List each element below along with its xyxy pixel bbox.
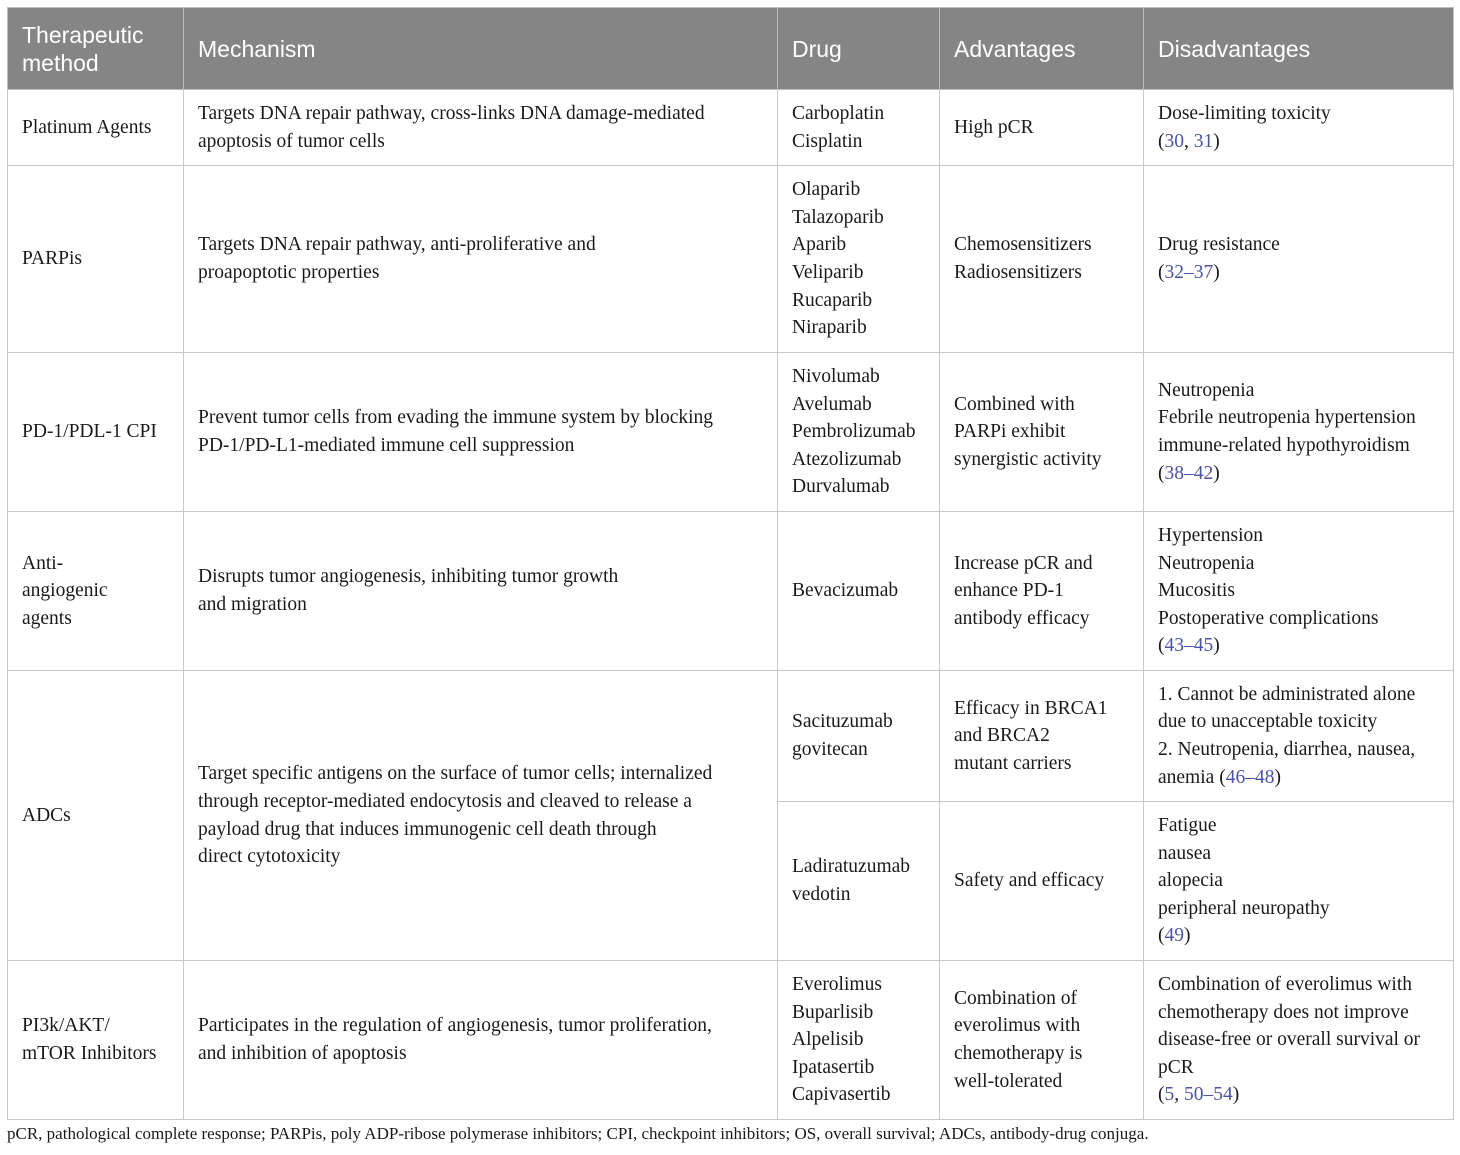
disadvantage-line: 2. Neutropenia, diarrhea, nausea, [1158,739,1416,760]
disadvantage-line: Combination of everolimus with [1158,974,1413,996]
disadvantage-text: anemia [1158,766,1220,788]
cell-disadvantages [1144,90,1454,166]
advantage-line: synergistic activity [954,448,1102,470]
cell-method [8,512,184,671]
reference-link[interactable]: 43–45 [1164,635,1214,657]
disadvantage-line: Neutropenia [1158,379,1255,401]
mechanism-line: Prevent tumor cells from evading the immune system by blocking [198,407,714,429]
cell-disadvantages [1144,671,1454,802]
citation [1158,764,1439,792]
advantage-line: enhance PD-1 [954,580,1064,602]
drug-name: Alpelisib [792,1029,864,1051]
cell-mechanism [184,353,778,512]
method-text: angiogenic [22,580,108,602]
drug-name: Avelumab [792,393,872,415]
mechanism-line: through receptor-mediated endocytosis and cleaved to release a [198,790,692,812]
header-drug: Drug [778,8,940,90]
cell-advantages [940,961,1144,1120]
citation [1158,128,1439,156]
mechanism-line: Targets DNA repair pathway, cross-links DNA damage-mediated [198,102,705,124]
drug-name: Everolimus [792,974,882,996]
disadvantage-line: Dose-limiting toxicity [1158,102,1331,124]
disadvantage-line: chemotherapy does not improve [1158,1001,1409,1023]
drug-name: vedotin [792,884,851,905]
disadvantage-line: Mucositis [1158,580,1235,602]
drug-name: govitecan [792,739,868,760]
table-row-pi3k [8,961,1454,1120]
mechanism-line: apoptosis of tumor cells [198,130,385,152]
paren: ) [1213,130,1220,152]
cell-drug [778,961,940,1120]
paren: ( [1158,462,1165,484]
cell-mechanism [184,671,778,961]
advantage-line: Chemosensitizers [954,234,1092,256]
paren: ( [1158,130,1165,152]
drug-name: Nivolumab [792,366,880,388]
paren: ( [1219,766,1226,788]
advantage-line: Increase pCR and [954,552,1093,574]
drug-name: Aparib [792,234,847,256]
advantage-line: mutant carriers [954,752,1072,774]
advantage-line: chemotherapy is [954,1043,1083,1064]
drug-name: Rucaparib [792,289,873,311]
advantage-line: Safety and efficacy [954,870,1105,892]
paren: ) [1232,1084,1240,1106]
cell-mechanism [184,90,778,166]
paren: ( [1158,635,1165,657]
paren: ) [1213,462,1220,484]
cell-disadvantages [1144,166,1454,353]
header-disadvantages: Disadvantages [1144,8,1454,90]
cell-advantages [940,512,1144,671]
drug-name: Durvalumab [792,476,890,498]
cell-advantages [940,353,1144,512]
cell-method [8,961,184,1120]
cell-disadvantages [1144,512,1454,671]
cell-method [8,90,184,166]
advantage-line: everolimus with [954,1015,1081,1037]
citation [1158,259,1439,287]
drug-name: Bevacizumab [792,580,899,602]
advantage-line: Efficacy in BRCA1 [954,697,1108,719]
disadvantage-line: Febrile neutropenia hypertension [1158,407,1416,429]
method-text: ADCs [22,804,71,826]
table-row-platinum [8,90,1454,166]
disadvantage-line: Drug resistance [1158,234,1280,256]
drug-name: Niraparib [792,317,867,339]
disadvantage-line: pCR [1158,1056,1194,1078]
cell-method [8,671,184,961]
paren: ) [1184,925,1191,947]
table-row-adcs [8,671,1454,802]
cell-disadvantages [1144,353,1454,512]
cell-method [8,353,184,512]
drug-name: Capivasertib [792,1084,891,1106]
drug-name: Ladiratuzumab [792,856,911,878]
mechanism-line: payload drug that induces immunogenic cell death through [198,818,657,840]
reference-link[interactable]: 30 [1164,130,1184,152]
disadvantage-line: immune-related hypothyroidism [1158,435,1410,456]
paren: ) [1274,766,1281,788]
reference-link[interactable]: 49 [1164,925,1184,947]
mechanism-line: Target specific antigens on the surface of tumor cells; internalized [198,763,713,785]
method-text: Anti- [22,552,64,574]
citation [1158,922,1439,950]
mechanism-line: direct cytotoxicity [198,846,341,868]
disadvantage-line: Hypertension [1158,525,1264,547]
cell-drug [778,512,940,671]
drug-name: Ipatasertib [792,1056,875,1078]
paren: ) [1213,635,1220,657]
mechanism-line: Targets DNA repair pathway, anti-proliferative and [198,234,596,256]
cell-mechanism [184,166,778,353]
advantage-line: and BRCA2 [954,725,1050,747]
disadvantage-line: Neutropenia [1158,552,1255,574]
paren: ( [1158,925,1165,947]
header-method: Therapeutic method [8,8,184,90]
therapy-table [7,7,1454,1120]
separator: , [1184,130,1194,152]
cell-drug [778,671,940,802]
table-footnote: pCR, pathological complete response; PARPis, poly ADP-ribose polymerase inhibitors; CPI, checkpoint inhibitors; OS, overall survival; ADCs, antibody-drug conjuga. [7,1124,1149,1143]
method-text: PD-1/PDL-1 CPI [22,421,157,443]
method-text: PARPis [22,248,82,270]
drug-name: Olaparib [792,179,861,201]
advantage-line: Radiosensitizers [954,262,1082,283]
cell-drug [778,802,940,961]
header-mechanism: Mechanism [184,8,778,90]
drug-name: Sacituzumab [792,711,893,733]
advantage-line: High pCR [954,116,1034,138]
cell-drug [778,166,940,353]
cell-advantages [940,671,1144,802]
reference-link[interactable]: 50–54 [1184,1084,1233,1106]
drug-name: Buparlisib [792,1001,874,1023]
cell-mechanism [184,961,778,1120]
method-text: PI3k/AKT/ [22,1015,110,1037]
reference-link[interactable]: 31 [1193,130,1214,152]
mechanism-line: proapoptotic properties [198,262,380,283]
drug-name: Cisplatin [792,130,863,152]
cell-disadvantages [1144,961,1454,1120]
advantage-line: PARPi exhibit [954,421,1066,443]
mechanism-line: Disrupts tumor angiogenesis, inhibiting tumor growth [198,566,619,588]
reference-link[interactable]: 38–42 [1164,462,1214,484]
drug-name: Pembrolizumab [792,421,916,443]
disadvantage-line: Postoperative complications [1158,607,1379,629]
mechanism-line: and migration [198,594,307,615]
drug-name: Talazoparib [792,206,884,228]
drug-name: Atezolizumab [792,448,902,470]
advantage-line: antibody efficacy [954,607,1090,629]
citation [1158,632,1439,660]
advantage-line: Combination of [954,987,1077,1009]
cell-drug [778,90,940,166]
advantage-line: well-tolerated [954,1070,1063,1092]
disadvantage-line: 1. Cannot be administrated alone [1158,683,1416,705]
header-advantages: Advantages [940,8,1144,90]
separator: , [1174,1084,1184,1106]
citation [1158,460,1439,488]
disadvantage-line: peripheral neuropathy [1158,897,1330,919]
reference-link[interactable]: 32–37 [1164,262,1214,283]
cell-method [8,166,184,353]
method-text: Platinum Agents [22,116,152,138]
header-row [8,8,1454,90]
drug-name: Carboplatin [792,102,885,124]
cell-drug [778,353,940,512]
mechanism-line: PD-1/PD-L1-mediated immune cell suppression [198,435,575,456]
cell-advantages [940,166,1144,353]
mechanism-line: Participates in the regulation of angiogenesis, tumor proliferation, [198,1015,712,1037]
table-row-antiangiogenic [8,512,1454,671]
disadvantage-line: due to unacceptable toxicity [1158,711,1378,733]
method-text: agents [22,607,72,629]
cell-disadvantages [1144,802,1454,961]
cell-advantages [940,802,1144,961]
reference-link[interactable]: 5 [1164,1084,1175,1106]
paren: ( [1158,262,1165,283]
disadvantage-line: disease-free or overall survival or [1158,1029,1421,1051]
method-text: mTOR Inhibitors [22,1043,157,1064]
reference-link[interactable]: 46–48 [1225,766,1275,788]
advantage-line: Combined with [954,393,1075,415]
mechanism-line: and inhibition of apoptosis [198,1043,407,1064]
cell-advantages [940,90,1144,166]
disadvantage-line: Fatigue [1158,815,1217,837]
citation [1158,1081,1439,1109]
drug-name: Veliparib [792,262,864,283]
disadvantage-line: nausea [1158,842,1212,864]
disadvantage-line: alopecia [1158,870,1223,892]
cell-mechanism [184,512,778,671]
paren: ) [1213,262,1220,283]
table-row-pd1 [8,353,1454,512]
table-row-parpis [8,166,1454,353]
paren: ( [1158,1084,1165,1106]
